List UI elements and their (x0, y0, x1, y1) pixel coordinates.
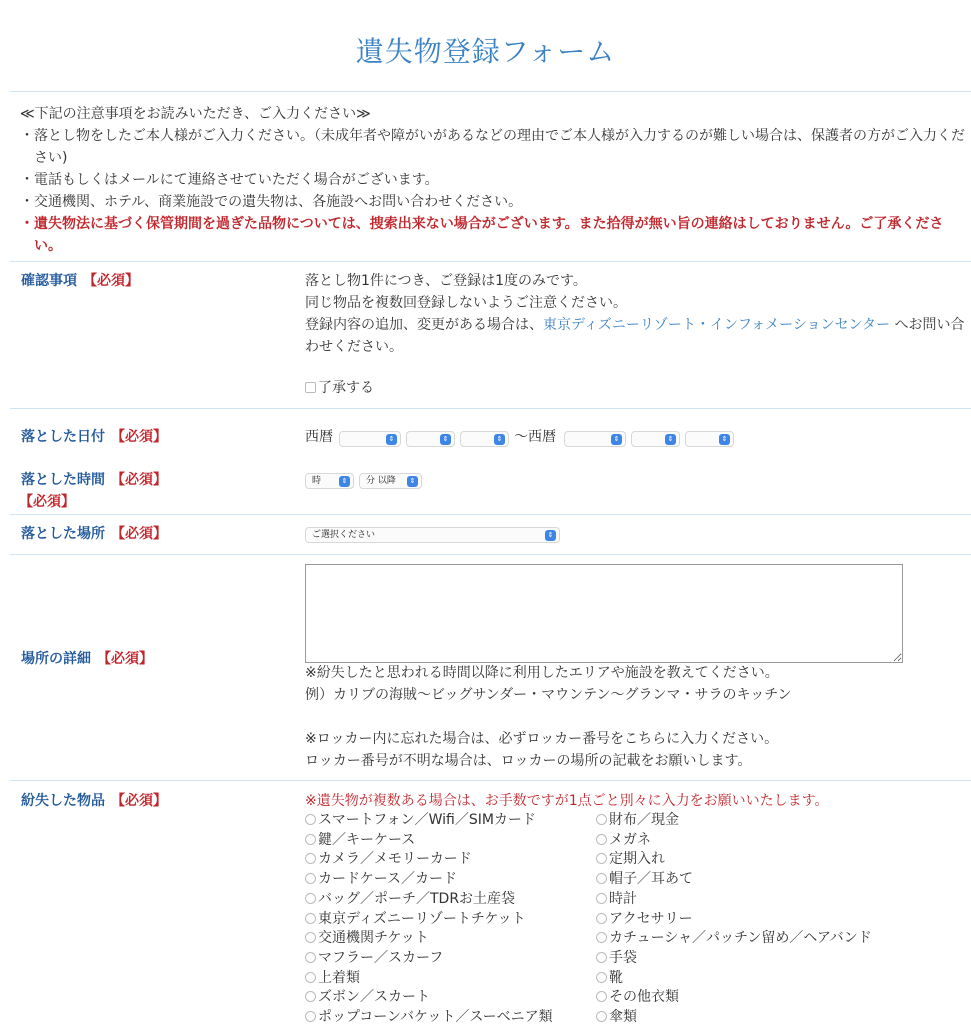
page-title: 遺失物登録フォーム (355, 35, 616, 68)
divider (10, 91, 971, 92)
radio-icon[interactable] (305, 893, 316, 904)
item-radio-option[interactable]: 手袋 (596, 949, 872, 969)
detail-label: 場所の詳細 【必須】 (21, 651, 153, 667)
required-badge: 【必須】 (111, 526, 167, 542)
confirm-label: 確認事項 【必須】 (21, 273, 139, 289)
divider (10, 780, 971, 781)
item-radio-option[interactable]: 定期入れ (596, 850, 872, 870)
required-badge: 【必須】 (97, 651, 153, 667)
radio-icon[interactable] (596, 873, 607, 884)
items-notice: ※遺失物が複数ある場合は、お手数ですが1点ごと別々に入力をお願いいたします。 (305, 793, 829, 809)
time-label: 落とした時間 【必須】 (21, 472, 167, 488)
hint-line: ※紛失したと思われる時間以降に利用したエリアや施設を教えてください。 (305, 665, 779, 681)
confirm-line: 落とし物1件につき、ご登録は1度のみです。 (305, 273, 587, 289)
radio-icon[interactable] (596, 972, 607, 983)
item-radio-option[interactable]: 時計 (596, 890, 872, 910)
place-select[interactable]: ご選択ください ⇕ (305, 527, 560, 543)
radio-icon[interactable] (305, 814, 316, 825)
select-arrow-icon: ⇕ (339, 476, 350, 487)
radio-icon[interactable] (596, 913, 607, 924)
item-radio-option[interactable]: マフラー／スカーフ (305, 949, 553, 969)
month-to-select[interactable] (631, 431, 680, 447)
hint-line: 例）カリブの海賊〜ビッグサンダー・マウンテン〜グランマ・サラのキッチン (305, 687, 792, 703)
agree-checkbox[interactable] (305, 382, 316, 393)
items-left-column (305, 811, 553, 1024)
confirm-line: 同じ物品を複数回登録しないようご注意ください。 (305, 295, 627, 311)
item-radio-option[interactable]: ポップコーンバケット／スーベニア類 (305, 1008, 553, 1024)
radio-icon[interactable] (596, 1011, 607, 1022)
note-item: ・電話もしくはメールにて連絡させていただく場合がございます。 (20, 172, 439, 188)
radio-icon[interactable] (596, 893, 607, 904)
item-radio-option[interactable]: カードケース／カード (305, 870, 553, 890)
radio-icon[interactable] (596, 814, 607, 825)
radio-icon[interactable] (596, 853, 607, 864)
item-radio-option[interactable]: 上着類 (305, 969, 553, 989)
day-to-select[interactable] (685, 431, 734, 447)
note-warning: ・遺失物法に基づく保管期間を過ぎた品物については、捜索出来ない場合がございます。また拾得が無い旨の連絡はしておりません。ご了承ください。 (20, 216, 944, 254)
item-radio-option[interactable]: 傘類 (596, 1008, 872, 1024)
radio-icon[interactable] (596, 834, 607, 845)
item-radio-option[interactable]: その他衣類 (596, 988, 872, 1008)
hour-select[interactable]: 時 ⇕ (305, 473, 354, 489)
select-arrow-icon: ⇕ (719, 434, 730, 445)
divider (10, 514, 971, 515)
detail-hints (305, 662, 792, 772)
radio-icon[interactable] (596, 932, 607, 943)
hint-line: ※ロッカー内に忘れた場合は、必ずロッカー番号をこちらに入力ください。 (305, 731, 779, 747)
era-label: 西暦 (305, 429, 333, 445)
month-from-select[interactable] (406, 431, 455, 447)
items-right-column (596, 811, 872, 1024)
required-badge: 【必須】 (83, 273, 139, 289)
select-arrow-icon: ⇕ (545, 530, 556, 541)
date-label: 落とした日付 【必須】 (21, 429, 167, 445)
item-radio-option[interactable]: 靴 (596, 969, 872, 989)
select-arrow-icon: ⇕ (407, 476, 418, 487)
radio-icon[interactable] (305, 991, 316, 1002)
required-badge: 【必須】 (19, 494, 75, 510)
required-badge: 【必須】 (111, 793, 167, 809)
place-detail-textarea[interactable] (305, 564, 903, 663)
radio-icon[interactable] (305, 873, 316, 884)
place-label: 落とした場所 【必須】 (21, 526, 167, 542)
day-from-select[interactable] (460, 431, 509, 447)
select-arrow-icon: ⇕ (494, 434, 505, 445)
notes-intro: ≪下記の注意事項をお読みいただき、ご入力ください≫ (20, 106, 371, 122)
info-center-link[interactable]: 東京ディズニーリゾート・インフォメーションセンター (543, 317, 891, 333)
item-radio-option[interactable]: バッグ／ポーチ／TDRお土産袋 (305, 890, 553, 910)
item-radio-option[interactable]: アクセサリー (596, 910, 872, 930)
item-radio-option[interactable]: 帽子／耳あて (596, 870, 872, 890)
item-radio-option[interactable]: スマートフォン／Wifi／SIMカード (305, 811, 553, 831)
radio-icon[interactable] (305, 1011, 316, 1022)
items-label: 紛失した物品 【必須】 (21, 793, 167, 809)
notes-section (20, 103, 965, 257)
required-badge: 【必須】 (111, 472, 167, 488)
range-separator: 〜西暦 (514, 429, 556, 445)
radio-icon[interactable] (305, 913, 316, 924)
radio-icon[interactable] (305, 952, 316, 963)
item-radio-option[interactable]: メガネ (596, 831, 872, 851)
radio-icon[interactable] (305, 972, 316, 983)
select-arrow-icon: ⇕ (386, 434, 397, 445)
radio-icon[interactable] (305, 834, 316, 845)
select-arrow-icon: ⇕ (440, 434, 451, 445)
select-arrow-icon: ⇕ (611, 434, 622, 445)
divider (10, 408, 971, 409)
radio-icon[interactable] (596, 952, 607, 963)
item-radio-option[interactable]: カチューシャ／パッチン留め／ヘアバンド (596, 929, 872, 949)
year-from-select[interactable] (339, 431, 401, 447)
confirm-line: 登録内容の追加、変更がある場合は、東京ディズニーリゾート・インフォメーションセンター へお問い合わせください。 (305, 317, 965, 355)
item-radio-option[interactable]: カメラ／メモリーカード (305, 850, 553, 870)
confirm-text (305, 270, 965, 358)
radio-icon[interactable] (305, 932, 316, 943)
item-radio-option[interactable]: ズボン／スカート (305, 988, 553, 1008)
minute-select[interactable]: 分 以降 ⇕ (359, 473, 422, 489)
radio-icon[interactable] (596, 991, 607, 1002)
item-radio-option[interactable]: 鍵／キーケース (305, 831, 553, 851)
note-item: ・落とし物をしたご本人様がご入力ください。（未成年者や障がいがあるなどの理由でご本人様が入力するのが難しい場合は、保護者の方がご入力ください) (20, 128, 965, 166)
year-to-select[interactable] (564, 431, 626, 447)
divider (10, 554, 971, 555)
note-item: ・交通機関、ホテル、商業施設での遺失物は、各施設へお問い合わせください。 (20, 194, 523, 210)
agree-checkbox-label: 了承する (318, 380, 374, 396)
item-radio-option[interactable]: 東京ディズニーリゾートチケット (305, 910, 553, 930)
item-radio-option[interactable]: 財布／現金 (596, 811, 872, 831)
hint-line: ロッカー番号が不明な場合は、ロッカーの場所の記載をお願いします。 (305, 753, 752, 769)
divider (10, 261, 971, 262)
required-badge: 【必須】 (111, 429, 167, 445)
select-arrow-icon: ⇕ (665, 434, 676, 445)
radio-icon[interactable] (305, 853, 316, 864)
item-radio-option[interactable]: 交通機関チケット (305, 929, 553, 949)
agree-checkbox-row[interactable] (305, 377, 374, 399)
